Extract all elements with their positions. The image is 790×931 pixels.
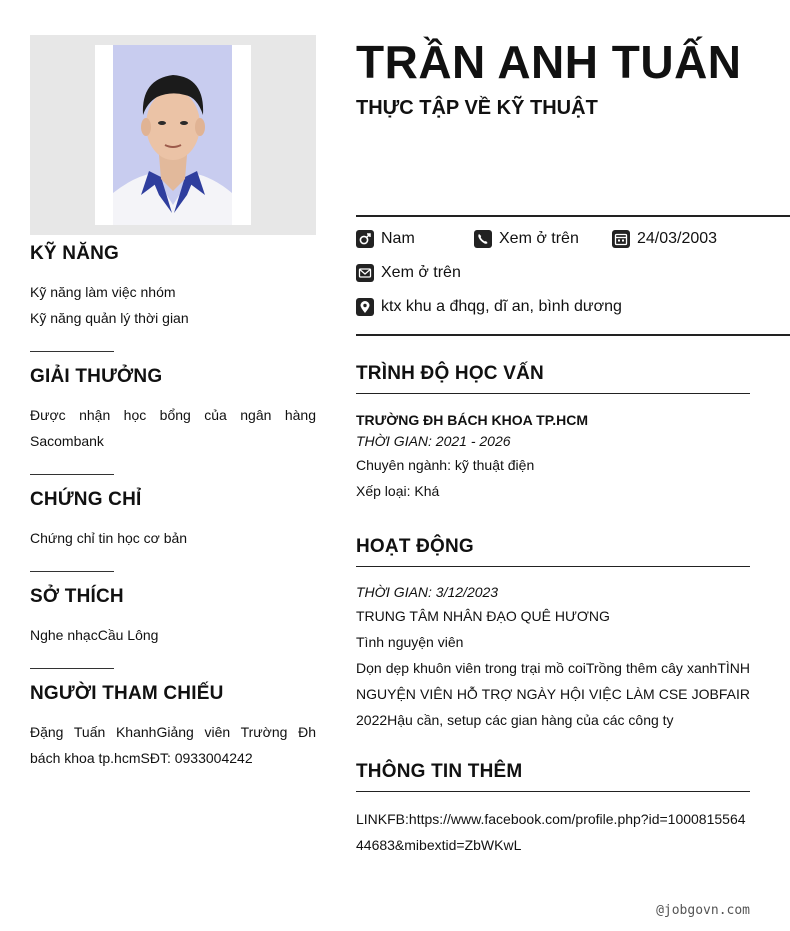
- calendar-icon: [612, 230, 630, 248]
- skills-list: [30, 279, 316, 331]
- address-field: [356, 298, 622, 316]
- divider: [30, 351, 114, 352]
- education-time: THỜI GIAN: 2021 - 2026: [356, 433, 511, 449]
- photo-frame: [30, 35, 316, 235]
- activity-description: Dọn dẹp khuôn viên trong trại mồ coiTrồng thêm cây xanhTÌNH NGUYỆN VIÊN HỖ TRỢ NGÀY HỘI VIỆC LÀM CSE JOBFAIR 2022Hậu cần, setup các gian hàng của các công ty: [356, 660, 750, 728]
- certificates-text: Chứng chỉ tin học cơ bản: [30, 530, 188, 546]
- birthday-field: [612, 230, 717, 248]
- facebook-link[interactable]: LINKFB:https://www.facebook.com/profile.php?id=100081556444683&mibextid=ZbWKwL: [356, 811, 746, 853]
- extra-section: [356, 761, 750, 858]
- email-field: [356, 264, 461, 282]
- gender-icon: [356, 230, 374, 248]
- divider: [30, 571, 114, 572]
- activity-org: TRUNG TÂM NHÂN ĐẠO QUÊ HƯƠNG: [356, 608, 610, 624]
- phone-field: [474, 230, 579, 248]
- skill-item: Kỹ năng làm việc nhóm: [30, 284, 176, 300]
- education-section: [356, 363, 750, 504]
- hobbies-title: SỞ THÍCH: [30, 586, 124, 607]
- activities-title: HOẠT ĐỘNG: [356, 536, 750, 567]
- hobbies-text: Nghe nhạcCầu Lông: [30, 627, 159, 643]
- address-value: ktx khu a đhqg, dĩ an, bình dương: [381, 298, 622, 315]
- right-column: [356, 35, 790, 853]
- location-pin-icon: [356, 298, 374, 316]
- awards-text: Được nhận học bổng của ngân hàng Sacombank: [30, 407, 316, 449]
- education-major: Chuyên ngành: kỹ thuật điện: [356, 457, 535, 473]
- watermark: @jobgovn.com: [656, 903, 750, 918]
- education-title: TRÌNH ĐỘ HỌC VẤN: [356, 363, 750, 394]
- divider: [30, 668, 114, 669]
- phone-value: Xem ở trên: [499, 230, 579, 247]
- left-column: [30, 35, 316, 771]
- candidate-name: TRẦN ANH TUẤN: [356, 36, 742, 88]
- activity-time: THỜI GIAN: 3/12/2023: [356, 584, 499, 600]
- certificates-title: CHỨNG CHỈ: [30, 489, 142, 510]
- gender-field: [356, 230, 415, 248]
- contact-info: [356, 215, 790, 336]
- profile-photo: [95, 45, 251, 225]
- extra-title: THÔNG TIN THÊM: [356, 761, 750, 792]
- skills-title: KỸ NĂNG: [30, 243, 120, 264]
- education-rank: Xếp loại: Khá: [356, 483, 440, 499]
- job-title: THỰC TẬP VỀ KỸ THUẬT: [356, 97, 598, 119]
- references-text: Đặng Tuấn KhanhGiảng viên Trường Đh bách khoa tp.hcmSĐT: 0933004242: [30, 724, 316, 766]
- divider: [30, 474, 114, 475]
- gender-value: Nam: [381, 230, 415, 247]
- email-value: Xem ở trên: [381, 264, 461, 281]
- school-name: TRƯỜNG ĐH BÁCH KHOA TP.HCM: [356, 412, 588, 428]
- awards-title: GIẢI THƯỞNG: [30, 366, 163, 387]
- activity-role: Tình nguyện viên: [356, 634, 464, 650]
- skill-item: Kỹ năng quản lý thời gian: [30, 310, 189, 326]
- birthday-value: 24/03/2003: [637, 230, 718, 247]
- activities-section: [356, 536, 750, 733]
- phone-icon: [474, 230, 492, 248]
- references-title: NGƯỜI THAM CHIẾU: [30, 683, 224, 704]
- mail-icon: [356, 264, 374, 282]
